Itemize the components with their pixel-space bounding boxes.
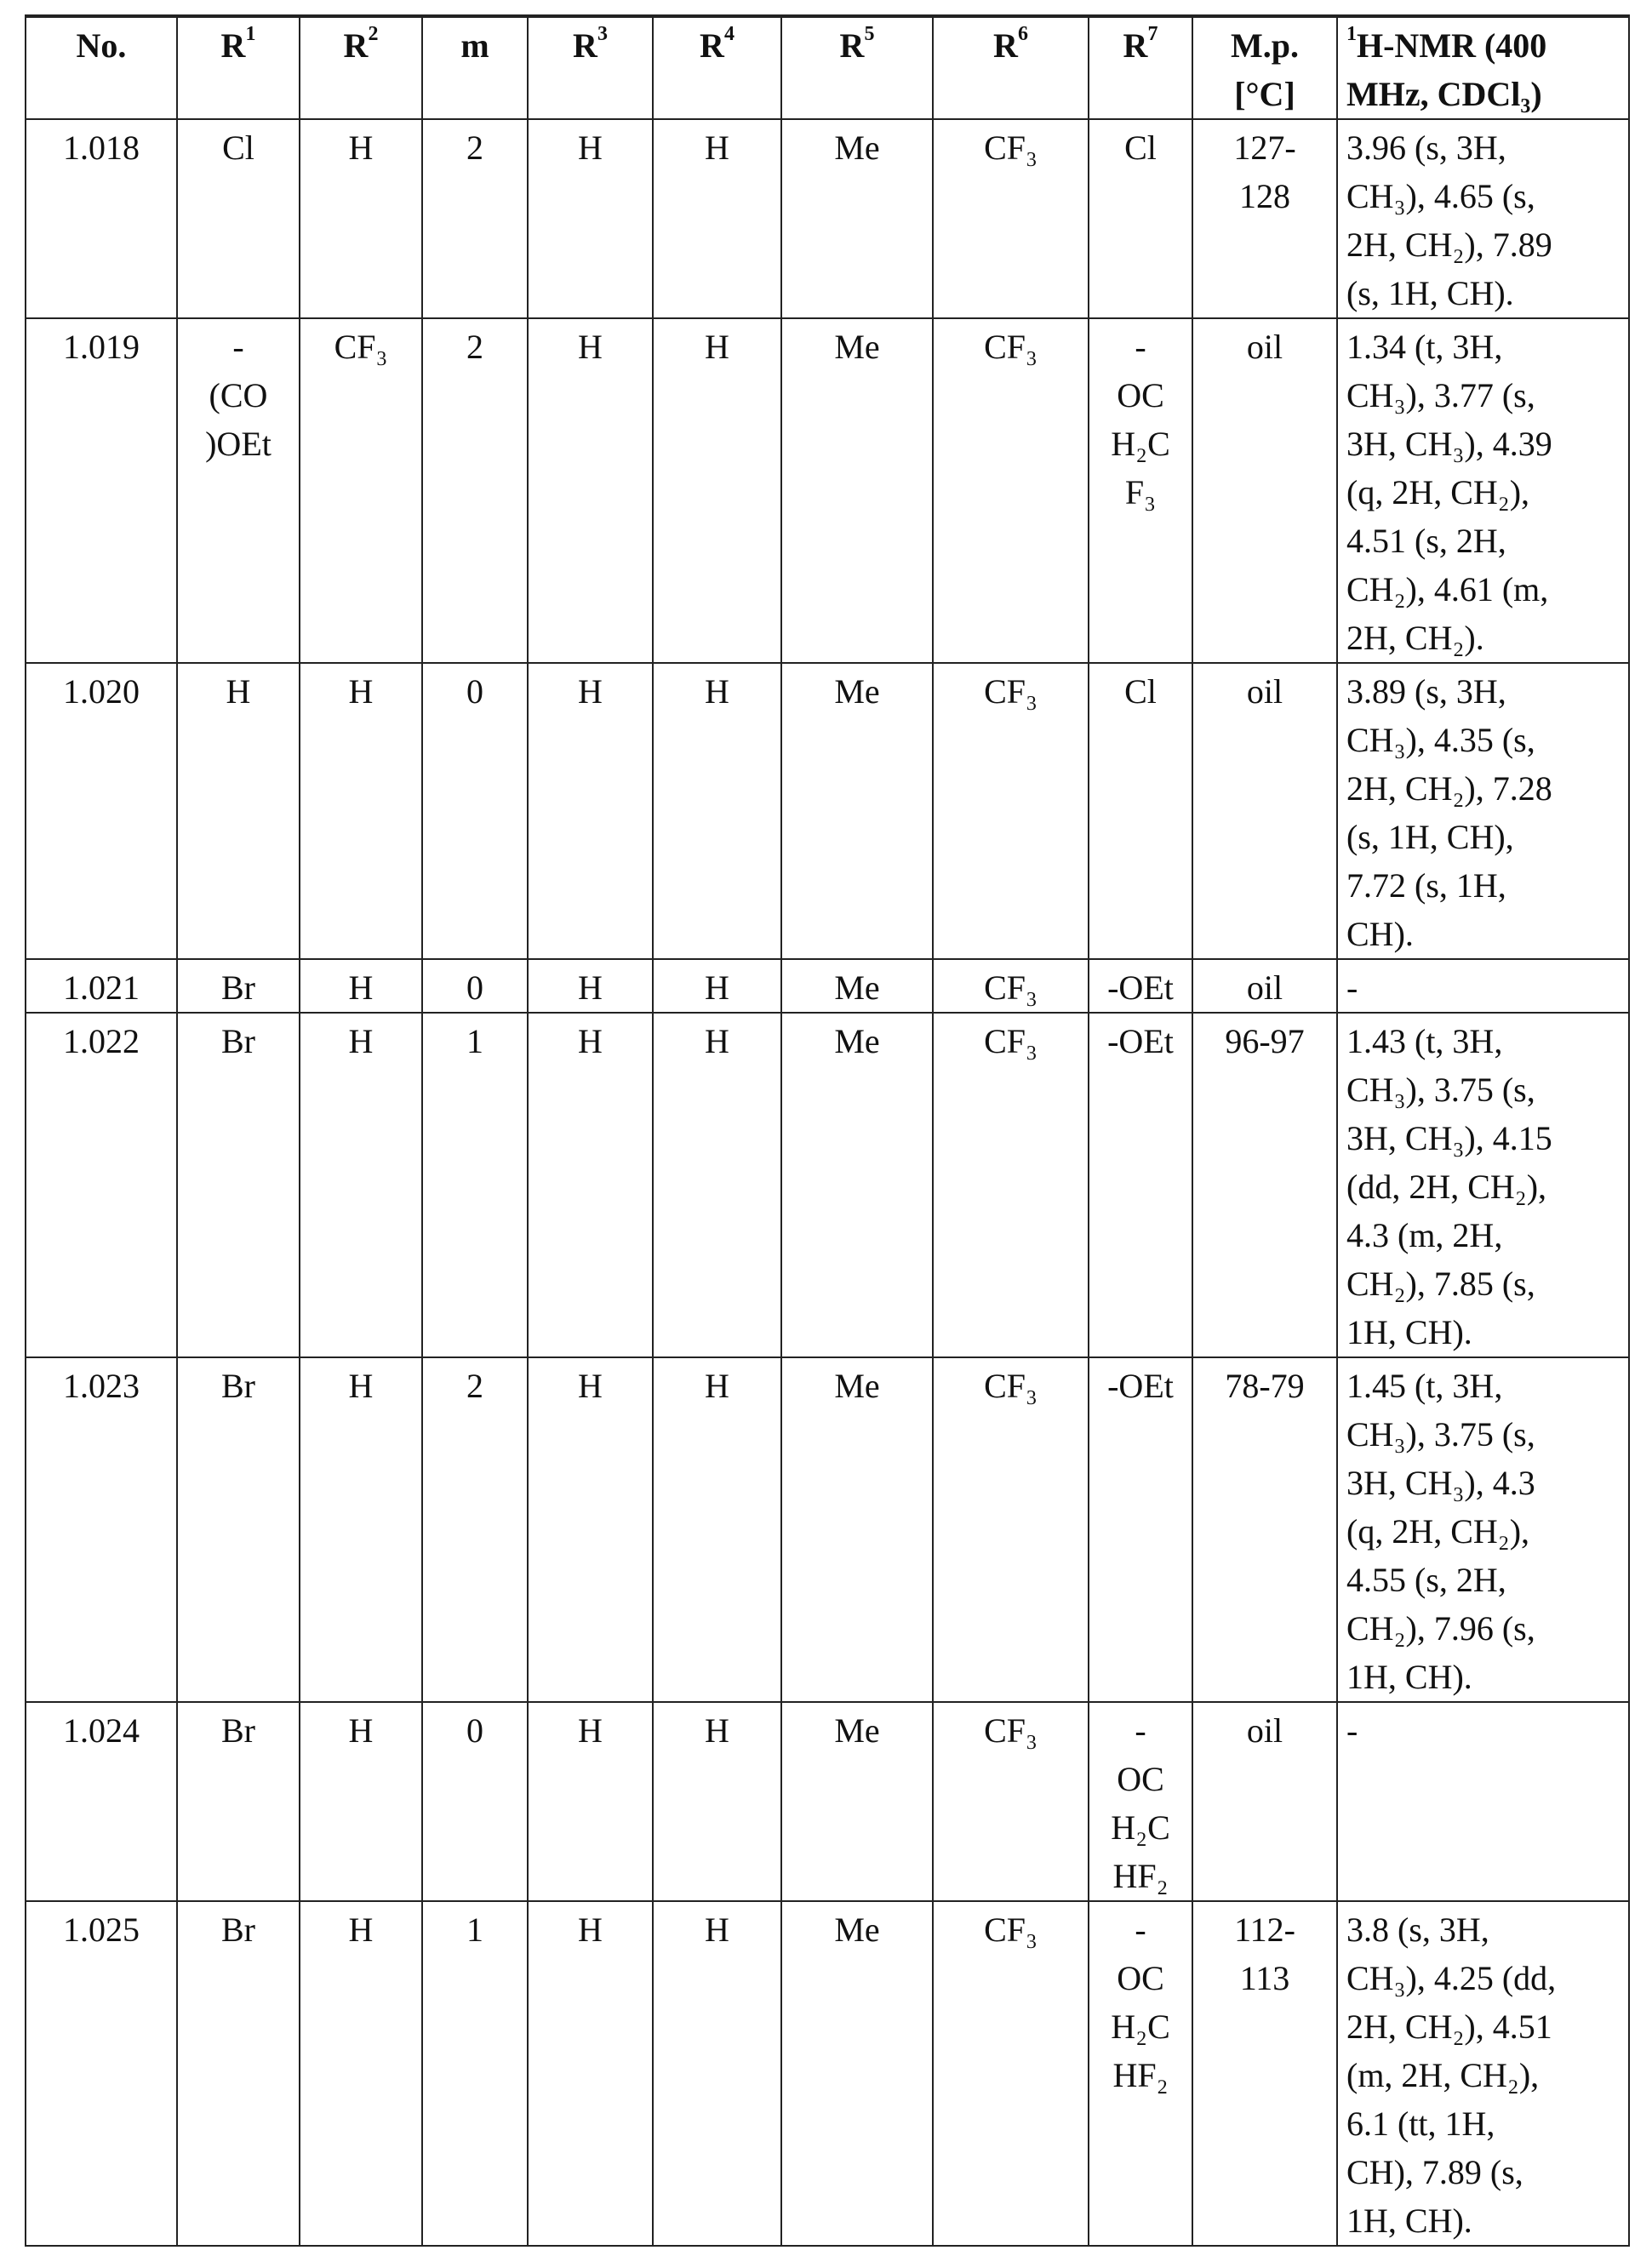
cell-nmr: 1.43 (t, 3H, CH₃), 3.75 (s, 3H, CH₃), 4.15 (dd, 2H, CH₂), 4.3 (m, 2H, CH₂), 7.85 (s, 1H, CH). xyxy=(1337,1013,1629,1357)
cell-r6: CF₃ xyxy=(933,318,1089,663)
table-row xyxy=(26,663,1629,959)
header-label: m xyxy=(460,26,489,65)
cell-r5: Me xyxy=(781,1357,933,1702)
cell-r3: H xyxy=(528,318,653,663)
cell-r5: Me xyxy=(781,663,933,959)
header-superscript: 3 xyxy=(597,23,608,45)
header-row xyxy=(26,16,1629,119)
cell-nmr: 3.89 (s, 3H, CH₃), 4.35 (s, 2H, CH₂), 7.28 (s, 1H, CH), 7.72 (s, 1H, CH). xyxy=(1337,663,1629,959)
cell-r7: - OC H₂C HF₂ xyxy=(1089,1901,1192,2246)
cell-r7: - OC H₂C F₃ xyxy=(1089,318,1192,663)
header-r7 xyxy=(1089,16,1192,119)
cell-r7: Cl xyxy=(1089,119,1192,318)
cell-nmr: - xyxy=(1337,959,1629,1013)
cell-r3: H xyxy=(528,1357,653,1702)
cell-r6: CF₃ xyxy=(933,1013,1089,1357)
cell-mp: 96-97 xyxy=(1192,1013,1337,1357)
cell-r6: CF₃ xyxy=(933,1702,1089,1901)
cell-r4: H xyxy=(653,959,781,1013)
cell-r4: H xyxy=(653,1901,781,2246)
cell-r4: H xyxy=(653,318,781,663)
table-row xyxy=(26,1357,1629,1702)
cell-r3: H xyxy=(528,663,653,959)
cell-r1: Cl xyxy=(177,119,300,318)
header-label: R xyxy=(993,26,1018,65)
cell-m: 1 xyxy=(422,1901,528,2246)
cell-nmr: 1.45 (t, 3H, CH₃), 3.75 (s, 3H, CH₃), 4.3 (q, 2H, CH₂), 4.55 (s, 2H, CH₂), 7.96 (s, 1H, CH). xyxy=(1337,1357,1629,1702)
cell-r2: H xyxy=(300,119,422,318)
table-row xyxy=(26,1013,1629,1357)
cell-mp: 127- 128 xyxy=(1192,119,1337,318)
header-mp xyxy=(1192,16,1337,119)
cell-r7: Cl xyxy=(1089,663,1192,959)
cell-r2: H xyxy=(300,1901,422,2246)
cell-r6: CF₃ xyxy=(933,663,1089,959)
cell-r6: CF₃ xyxy=(933,959,1089,1013)
header-label: R xyxy=(573,26,597,65)
cell-no: 1.022 xyxy=(26,1013,177,1357)
header-superscript: 1 xyxy=(1346,23,1357,45)
header-nmr xyxy=(1337,16,1629,119)
header-no xyxy=(26,16,177,119)
header-superscript: 6 xyxy=(1018,23,1028,45)
cell-nmr: - xyxy=(1337,1702,1629,1901)
cell-r6: CF₃ xyxy=(933,1901,1089,2246)
cell-no: 1.018 xyxy=(26,119,177,318)
cell-r5: Me xyxy=(781,959,933,1013)
cell-r2: H xyxy=(300,663,422,959)
cell-r5: Me xyxy=(781,119,933,318)
header-superscript: 2 xyxy=(368,23,378,45)
compound-data-table xyxy=(25,14,1630,2247)
header-superscript: 7 xyxy=(1147,23,1158,45)
header-label: R xyxy=(840,26,865,65)
cell-no: 1.019 xyxy=(26,318,177,663)
cell-r3: H xyxy=(528,1013,653,1357)
cell-mp: 78-79 xyxy=(1192,1357,1337,1702)
cell-mp: oil xyxy=(1192,663,1337,959)
header-superscript: 5 xyxy=(864,23,874,45)
cell-r4: H xyxy=(653,1357,781,1702)
header-r3 xyxy=(528,16,653,119)
cell-r2: H xyxy=(300,1702,422,1901)
cell-m: 2 xyxy=(422,1357,528,1702)
cell-r1: Br xyxy=(177,959,300,1013)
cell-r7: - OC H₂C HF₂ xyxy=(1089,1702,1192,1901)
cell-nmr: 3.8 (s, 3H, CH₃), 4.25 (dd, 2H, CH₂), 4.51 (m, 2H, CH₂), 6.1 (tt, 1H, CH), 7.89 (s, 1H, CH). xyxy=(1337,1901,1629,2246)
header-r6 xyxy=(933,16,1089,119)
cell-m: 0 xyxy=(422,663,528,959)
cell-mp: oil xyxy=(1192,318,1337,663)
cell-r1: Br xyxy=(177,1702,300,1901)
cell-r2: H xyxy=(300,1013,422,1357)
header-m xyxy=(422,16,528,119)
header-r1 xyxy=(177,16,300,119)
cell-r5: Me xyxy=(781,1013,933,1357)
cell-r7: -OEt xyxy=(1089,1013,1192,1357)
cell-r4: H xyxy=(653,663,781,959)
cell-m: 2 xyxy=(422,119,528,318)
header-label: R xyxy=(700,26,724,65)
header-r4 xyxy=(653,16,781,119)
header-r2 xyxy=(300,16,422,119)
cell-r2: CF₃ xyxy=(300,318,422,663)
table-row xyxy=(26,1702,1629,1901)
cell-r5: Me xyxy=(781,1702,933,1901)
cell-r7: -OEt xyxy=(1089,1357,1192,1702)
cell-r3: H xyxy=(528,119,653,318)
cell-r7: -OEt xyxy=(1089,959,1192,1013)
table-row xyxy=(26,318,1629,663)
header-label: R xyxy=(344,26,369,65)
cell-r1: Br xyxy=(177,1013,300,1357)
header-label: R xyxy=(221,26,246,65)
cell-r1: H xyxy=(177,663,300,959)
header-r5 xyxy=(781,16,933,119)
table-row xyxy=(26,959,1629,1013)
cell-r3: H xyxy=(528,1702,653,1901)
cell-m: 2 xyxy=(422,318,528,663)
cell-no: 1.023 xyxy=(26,1357,177,1702)
cell-nmr: 1.34 (t, 3H, CH₃), 3.77 (s, 3H, CH₃), 4.39 (q, 2H, CH₂), 4.51 (s, 2H, CH₂), 4.61 (m, 2H, CH₂). xyxy=(1337,318,1629,663)
cell-r2: H xyxy=(300,959,422,1013)
cell-r4: H xyxy=(653,1013,781,1357)
cell-m: 1 xyxy=(422,1013,528,1357)
cell-m: 0 xyxy=(422,959,528,1013)
cell-r3: H xyxy=(528,959,653,1013)
table-row xyxy=(26,119,1629,318)
cell-r3: H xyxy=(528,1901,653,2246)
cell-no: 1.020 xyxy=(26,663,177,959)
table-row xyxy=(26,1901,1629,2246)
header-superscript: 4 xyxy=(724,23,735,45)
cell-no: 1.025 xyxy=(26,1901,177,2246)
cell-r1: Br xyxy=(177,1357,300,1702)
cell-no: 1.024 xyxy=(26,1702,177,1901)
header-label: H-NMR (400 MHz, CDCl₃) xyxy=(1346,26,1546,113)
header-superscript: 1 xyxy=(245,23,255,45)
cell-m: 0 xyxy=(422,1702,528,1901)
cell-no: 1.021 xyxy=(26,959,177,1013)
cell-r1: Br xyxy=(177,1901,300,2246)
cell-r6: CF₃ xyxy=(933,119,1089,318)
cell-r2: H xyxy=(300,1357,422,1702)
cell-r5: Me xyxy=(781,1901,933,2246)
cell-r4: H xyxy=(653,119,781,318)
cell-nmr: 3.96 (s, 3H, CH₃), 4.65 (s, 2H, CH₂), 7.89 (s, 1H, CH). xyxy=(1337,119,1629,318)
cell-mp: 112- 113 xyxy=(1192,1901,1337,2246)
cell-mp: oil xyxy=(1192,1702,1337,1901)
cell-r6: CF₃ xyxy=(933,1357,1089,1702)
cell-mp: oil xyxy=(1192,959,1337,1013)
cell-r1: - (CO )OEt xyxy=(177,318,300,663)
header-label: R xyxy=(1123,26,1148,65)
cell-r5: Me xyxy=(781,318,933,663)
header-label: No. xyxy=(77,26,127,65)
cell-r4: H xyxy=(653,1702,781,1901)
header-label: M.p. [°C] xyxy=(1231,26,1299,113)
